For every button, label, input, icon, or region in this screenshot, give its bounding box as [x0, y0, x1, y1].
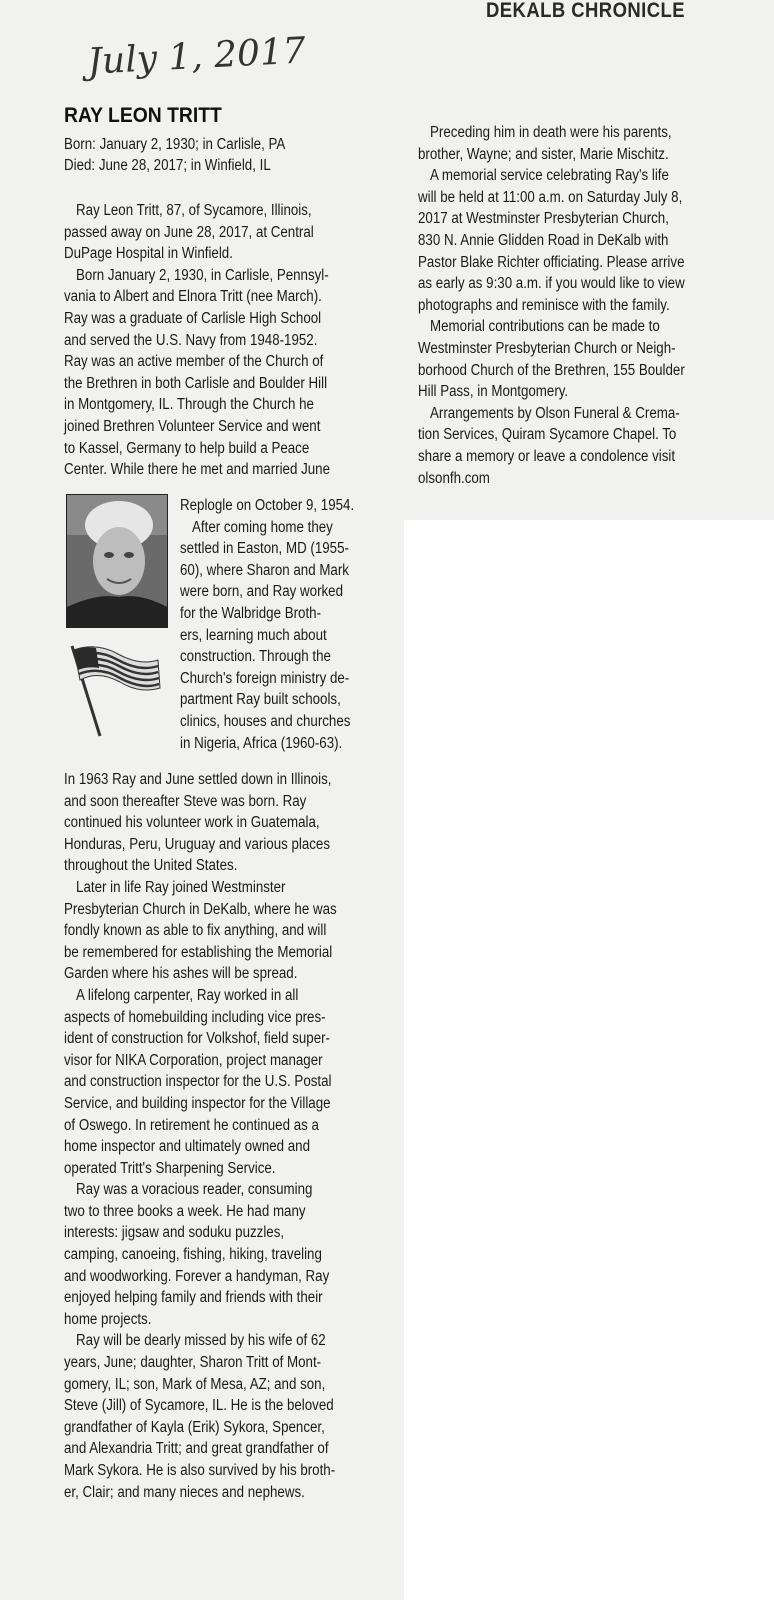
- text-line: construction. Through the: [180, 648, 331, 666]
- text-line: Memorial contributions can be made to: [430, 318, 660, 336]
- text-line: fondly known as able to fix anything, and will: [64, 922, 327, 940]
- text-line: clinics, houses and churches: [180, 712, 351, 730]
- left-column-bottom: [64, 769, 404, 1503]
- text-line: Hill Pass, in Montgomery.: [418, 383, 569, 401]
- text-line: tion Services, Quiram Sycamore Chapel. To: [418, 426, 677, 444]
- text-line: brother, Wayne; and sister, Marie Mischitz.: [418, 145, 669, 163]
- text-line: and woodworking. Forever a handyman, Ray: [64, 1267, 330, 1285]
- text-line: partment Ray built schools,: [180, 691, 341, 709]
- text-line: operated Tritt's Sharpening Service.: [64, 1159, 276, 1177]
- text-line: Steve (Jill) of Sycamore, IL. He is the beloved: [64, 1397, 334, 1415]
- died-line: Died: June 28, 2017; in Winfield, IL: [64, 157, 271, 174]
- text-line: Ray was an active member of the Church of: [64, 353, 324, 371]
- text-line: Ray was a voracious reader, consuming: [76, 1181, 313, 1199]
- text-line: er, Clair; and many nieces and nephews.: [64, 1483, 305, 1501]
- text-line: of Oswego. In retirement he continued as a: [64, 1116, 319, 1134]
- text-line: In 1963 Ray and June settled down in Illinois,: [64, 771, 332, 788]
- text-line: interests: jigsaw and soduku puzzles,: [64, 1224, 285, 1242]
- text-line: 830 N. Annie Glidden Road in DeKalb with: [418, 231, 669, 249]
- text-line: ers, learning much about: [180, 626, 327, 644]
- left-column-top: [64, 200, 404, 481]
- text-line: Mark Sykora. He is also survived by his broth-: [64, 1462, 336, 1479]
- american-flag-icon: [66, 640, 164, 740]
- text-line: joined Brethren Volunteer Service and went: [64, 417, 321, 435]
- masthead: DEKALB CHRONICLE: [486, 0, 686, 22]
- text-line: 60), where Sharon and Mark: [180, 561, 349, 579]
- text-line: ident of construction for Volkshof, field super-: [64, 1030, 331, 1048]
- text-line: Church's foreign ministry de-: [180, 669, 350, 687]
- text-line: for the Walbridge Broth-: [180, 604, 322, 622]
- handwritten-date: July 1, 2017: [86, 30, 307, 83]
- portrait-photo: [66, 494, 168, 628]
- text-line: and served the U.S. Navy from 1948-1952.: [64, 331, 318, 349]
- text-line: Westminster Presbyterian Church or Neigh-: [418, 339, 676, 357]
- text-line: in Nigeria, Africa (1960-63).: [180, 734, 343, 752]
- text-line: vania to Albert and Elnora Tritt (nee March).: [64, 288, 322, 306]
- text-line: the Brethren in both Carlisle and Boulder Hill: [64, 374, 328, 392]
- text-line: Garden where his ashes will be spread.: [64, 965, 298, 983]
- text-line: gomery, IL; son, Mark of Mesa, AZ; and son,: [64, 1375, 326, 1393]
- text-line: years, June; daughter, Sharon Tritt of Mont-: [64, 1354, 322, 1372]
- text-line: olsonfh.com: [418, 469, 490, 487]
- text-line: Pastor Blake Richter officiating. Please arrive: [418, 253, 685, 271]
- text-line: and soon thereafter Steve was born. Ray: [64, 792, 307, 810]
- text-line: throughout the United States.: [64, 857, 238, 875]
- text-line: Presbyterian Church in DeKalb, where he was: [64, 900, 337, 918]
- text-line: camping, canoeing, fishing, hiking, traveling: [64, 1246, 322, 1264]
- text-line: enjoyed helping family and friends with their: [64, 1289, 323, 1307]
- text-line: Preceding him in death were his parents,: [430, 124, 672, 141]
- text-line: visor for NIKA Corporation, project manager: [64, 1051, 323, 1069]
- text-line: be remembered for establishing the Memorial: [64, 943, 333, 961]
- text-line: two to three books a week. He had many: [64, 1202, 306, 1220]
- text-line: continued his volunteer work in Guatemala,: [64, 814, 320, 832]
- text-line: DuPage Hospital in Winfield.: [64, 245, 233, 263]
- text-line: home projects.: [64, 1310, 152, 1328]
- obituary-name: RAY LEON TRITT: [64, 104, 222, 127]
- text-line: were born, and Ray worked: [180, 583, 344, 601]
- text-line: settled in Easton, MD (1955-: [180, 540, 349, 558]
- text-line: grandfather of Kayla (Erik) Sykora, Spencer,: [64, 1418, 325, 1436]
- text-line: aspects of homebuilding including vice pres-: [64, 1008, 326, 1026]
- born-line: Born: January 2, 1930; in Carlisle, PA: [64, 136, 286, 153]
- text-line: to Kassel, Germany to help build a Peace: [64, 439, 310, 457]
- text-line: in Montgomery, IL. Through the Church he: [64, 396, 314, 414]
- text-line: will be held at 11:00 a.m. on Saturday July 8,: [418, 188, 683, 206]
- text-line: borhood Church of the Brethren, 155 Boulder: [418, 361, 685, 379]
- text-line: 2017 at Westminster Presbyterian Church,: [418, 210, 669, 228]
- text-line: Later in life Ray joined Westminster: [76, 878, 286, 896]
- text-line: Ray will be dearly missed by his wife of 62: [76, 1332, 326, 1350]
- text-line: Honduras, Peru, Uruguay and various places: [64, 835, 331, 853]
- text-line: Service, and building inspector for the Village: [64, 1094, 331, 1112]
- text-line: and Alexandria Tritt; and great grandfather of: [64, 1440, 329, 1458]
- text-line: and construction inspector for the U.S. Postal: [64, 1073, 332, 1091]
- text-line: Ray Leon Tritt, 87, of Sycamore, Illinois,: [76, 202, 312, 219]
- text-line: as early as 9:30 a.m. if you would like to view: [418, 275, 685, 293]
- text-line: share a memory or leave a condolence visit: [418, 447, 676, 465]
- text-line: A memorial service celebrating Ray's life: [430, 167, 669, 185]
- text-line: Born January 2, 1930, in Carlisle, Pennsyl-: [76, 266, 329, 284]
- text-line: passed away on June 28, 2017, at Central: [64, 223, 314, 241]
- text-line: A lifelong carpenter, Ray worked in all: [76, 986, 299, 1004]
- text-line: After coming home they: [192, 518, 333, 536]
- text-line: Ray was a graduate of Carlisle High School: [64, 309, 322, 327]
- text-line: Replogle on October 9, 1954.: [180, 497, 355, 514]
- text-line: home inspector and ultimately owned and: [64, 1138, 311, 1156]
- right-column: [418, 122, 768, 489]
- left-column-side: [180, 495, 400, 754]
- text-line: Arrangements by Olson Funeral & Crema-: [430, 404, 680, 422]
- text-line: photographs and reminisce with the family.: [418, 296, 670, 314]
- text-line: Center. While there he met and married June: [64, 461, 330, 479]
